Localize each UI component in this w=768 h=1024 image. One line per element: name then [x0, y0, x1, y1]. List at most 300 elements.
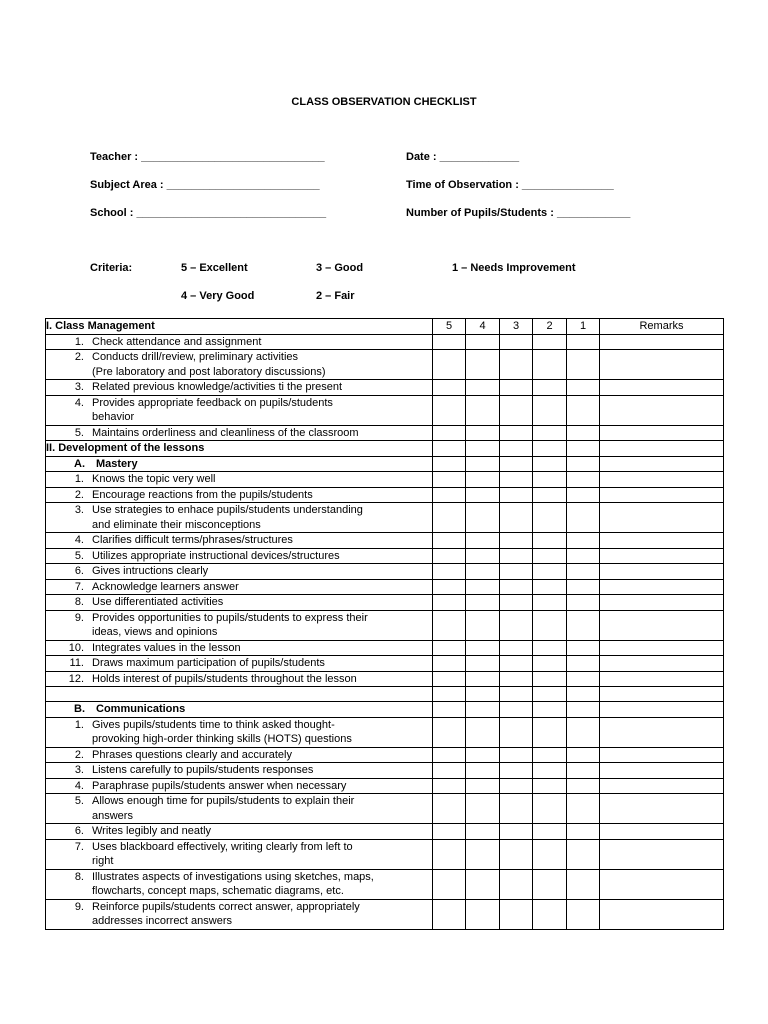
- score-2-cell[interactable]: [533, 425, 567, 441]
- criterion-cell: [46, 533, 433, 549]
- score-5-cell[interactable]: [433, 763, 466, 779]
- criterion-cell: [46, 610, 433, 640]
- score-2-cell[interactable]: [533, 839, 567, 869]
- score-3-cell[interactable]: [500, 472, 533, 488]
- section-row: [46, 441, 724, 457]
- score-1-cell[interactable]: [567, 778, 600, 794]
- item-text: [92, 748, 432, 763]
- score-5-cell[interactable]: [433, 747, 466, 763]
- score-3-cell[interactable]: [500, 610, 533, 640]
- item-text: [92, 503, 432, 532]
- score-2-cell[interactable]: [533, 441, 567, 457]
- item-text-line: right: [92, 855, 114, 867]
- score-5-cell[interactable]: [433, 395, 466, 425]
- criterion-cell: [46, 687, 433, 702]
- score-1-cell[interactable]: [567, 717, 600, 747]
- section-class-management: I. Class Management: [46, 319, 433, 335]
- score-5-cell[interactable]: [433, 441, 466, 457]
- item-text: [92, 533, 432, 548]
- item-text: [92, 549, 432, 564]
- remarks-cell[interactable]: [600, 441, 724, 457]
- remarks-cell[interactable]: [600, 456, 724, 472]
- school-field[interactable]: School : _______________________________: [90, 207, 327, 219]
- score-5-cell[interactable]: [433, 610, 466, 640]
- score-2-cell[interactable]: [533, 595, 567, 611]
- score-2-cell[interactable]: [533, 656, 567, 672]
- score-3-cell[interactable]: [500, 334, 533, 350]
- table-row: [46, 380, 724, 396]
- score-1-cell[interactable]: [567, 687, 600, 702]
- score-3-cell[interactable]: [500, 869, 533, 899]
- score-3-cell[interactable]: [500, 778, 533, 794]
- score-4-cell[interactable]: [466, 899, 500, 929]
- item-number: 9.: [74, 900, 84, 913]
- score-2-cell[interactable]: [533, 687, 567, 702]
- item-number: A.: [74, 457, 85, 470]
- score-1-cell[interactable]: [567, 656, 600, 672]
- score-1-cell[interactable]: [567, 564, 600, 580]
- score-1-cell[interactable]: [567, 839, 600, 869]
- item-text: [92, 350, 432, 379]
- score-2-cell[interactable]: [533, 869, 567, 899]
- item-text-line: Allows enough time for pupils/students to explain their: [92, 795, 355, 807]
- item-text-line: Communications: [96, 703, 186, 715]
- score-3-cell[interactable]: [500, 640, 533, 656]
- remarks-cell[interactable]: [600, 839, 724, 869]
- score-3-cell[interactable]: [500, 487, 533, 503]
- remarks-cell[interactable]: [600, 548, 724, 564]
- score-3-cell[interactable]: [500, 763, 533, 779]
- table-row: [46, 656, 724, 672]
- score-3-cell[interactable]: [500, 380, 533, 396]
- score-4-cell[interactable]: [466, 702, 500, 718]
- remarks-cell[interactable]: [600, 425, 724, 441]
- teacher-field[interactable]: Teacher : ______________________________: [90, 151, 325, 163]
- remarks-cell[interactable]: [600, 687, 724, 702]
- score-5-cell[interactable]: [433, 656, 466, 672]
- item-text-line: Gives intructions clearly: [92, 565, 209, 577]
- score-5-cell[interactable]: [433, 472, 466, 488]
- remarks-header: Remarks: [600, 319, 724, 335]
- score-2-cell[interactable]: [533, 794, 567, 824]
- score-2-cell[interactable]: [533, 564, 567, 580]
- item-number: 3.: [74, 764, 84, 776]
- table-row: [46, 717, 724, 747]
- score-4-cell[interactable]: [466, 717, 500, 747]
- table-row: [46, 472, 724, 488]
- table-row: [46, 395, 724, 425]
- item-text-line: Listens carefully to pupils/students responses: [92, 764, 314, 776]
- score-3-cell[interactable]: [500, 595, 533, 611]
- score-2-cell[interactable]: [533, 456, 567, 472]
- score-2-cell[interactable]: [533, 533, 567, 549]
- item-number: 5.: [74, 549, 84, 562]
- item-text: [92, 779, 432, 794]
- item-number: 10.: [68, 641, 84, 654]
- score-5-cell[interactable]: [433, 548, 466, 564]
- remarks-cell[interactable]: [600, 395, 724, 425]
- item-text: [92, 900, 432, 929]
- score-2-cell[interactable]: [533, 334, 567, 350]
- score-4-cell[interactable]: [466, 503, 500, 533]
- score-1-cell[interactable]: [567, 824, 600, 840]
- score-5-cell[interactable]: [433, 899, 466, 929]
- criterion-cell: [46, 380, 433, 396]
- item-text-line: Integrates values in the lesson: [92, 641, 241, 654]
- time-of-observation-field[interactable]: Time of Observation : _______________: [406, 179, 614, 191]
- score-2-cell[interactable]: [533, 899, 567, 929]
- item-text: [92, 840, 432, 869]
- subsection-row: [46, 702, 724, 718]
- score-2-cell[interactable]: [533, 472, 567, 488]
- remarks-cell[interactable]: [600, 702, 724, 718]
- item-text-line: Related previous knowledge/activities ti the present: [92, 381, 343, 393]
- criteria-good: 3 – Good: [316, 262, 364, 274]
- criterion-cell: [46, 794, 433, 824]
- score-3-cell[interactable]: [500, 824, 533, 840]
- score-4-cell[interactable]: [466, 487, 500, 503]
- item-text-line: Reinforce pupils/students correct answer, appropriately: [92, 900, 360, 913]
- score-2-cell[interactable]: [533, 350, 567, 380]
- score-4-cell[interactable]: [466, 610, 500, 640]
- score-4-cell[interactable]: [466, 671, 500, 687]
- score-3-cell[interactable]: [500, 747, 533, 763]
- score-4-cell[interactable]: [466, 747, 500, 763]
- item-number: 1.: [74, 473, 84, 485]
- score-4-cell[interactable]: [466, 425, 500, 441]
- score-5-cell[interactable]: [433, 717, 466, 747]
- table-row: [46, 595, 724, 611]
- score-3-cell[interactable]: [500, 533, 533, 549]
- item-text: [92, 763, 432, 778]
- score-4-cell[interactable]: [466, 441, 500, 457]
- criterion-cell: [46, 441, 433, 457]
- table-row: [46, 425, 724, 441]
- remarks-cell[interactable]: [600, 717, 724, 747]
- score-4-cell[interactable]: [466, 824, 500, 840]
- remarks-cell[interactable]: [600, 350, 724, 380]
- score-2-cell[interactable]: [533, 579, 567, 595]
- page-title: CLASS OBSERVATION CHECKLIST: [291, 96, 477, 108]
- score-1-cell[interactable]: [567, 794, 600, 824]
- score-5-cell[interactable]: [433, 503, 466, 533]
- item-text-line: Phrases questions clearly and accurately: [92, 748, 292, 761]
- item-text-line: Knows the topic very well: [92, 473, 216, 485]
- score-3-cell[interactable]: [500, 687, 533, 702]
- remarks-cell[interactable]: [600, 487, 724, 503]
- item-number: 9.: [74, 611, 84, 624]
- checklist-table: [45, 318, 724, 930]
- item-text-line: (Pre laboratory and post laboratory discussions): [92, 365, 326, 378]
- score-5-cell[interactable]: [433, 564, 466, 580]
- criterion-cell: [46, 350, 433, 380]
- item-number: 6.: [74, 565, 84, 577]
- score-1-cell[interactable]: [567, 747, 600, 763]
- score-5-cell[interactable]: [433, 350, 466, 380]
- score-4-cell[interactable]: [466, 839, 500, 869]
- score-1-cell[interactable]: [567, 595, 600, 611]
- score-1-cell[interactable]: [567, 763, 600, 779]
- item-number: 2.: [74, 748, 84, 761]
- score-3-cell[interactable]: [500, 899, 533, 929]
- score-5-cell[interactable]: [433, 671, 466, 687]
- score-1-cell[interactable]: [567, 425, 600, 441]
- score-3-cell[interactable]: [500, 425, 533, 441]
- remarks-cell[interactable]: [600, 869, 724, 899]
- criterion-cell: [46, 640, 433, 656]
- score-4-cell[interactable]: [466, 763, 500, 779]
- criterion-cell: [46, 778, 433, 794]
- remarks-cell[interactable]: [600, 380, 724, 396]
- score-1-cell[interactable]: [567, 487, 600, 503]
- item-text: [92, 595, 432, 610]
- score-5-header: 5: [433, 319, 466, 335]
- score-5-cell[interactable]: [433, 487, 466, 503]
- item-text-line: provoking high-order thinking skills (HOTS) questions: [92, 733, 352, 745]
- score-3-cell[interactable]: [500, 456, 533, 472]
- item-text: [92, 472, 432, 487]
- score-1-cell[interactable]: [567, 702, 600, 718]
- score-2-cell[interactable]: [533, 671, 567, 687]
- item-text: [92, 718, 432, 747]
- table-row: [46, 839, 724, 869]
- score-2-cell[interactable]: [533, 395, 567, 425]
- table-row: [46, 350, 724, 380]
- item-number: 7.: [74, 840, 84, 853]
- remarks-cell[interactable]: [600, 564, 724, 580]
- criterion-cell: [46, 763, 433, 779]
- score-3-cell[interactable]: [500, 503, 533, 533]
- score-4-cell[interactable]: [466, 548, 500, 564]
- score-2-cell[interactable]: [533, 702, 567, 718]
- score-5-cell[interactable]: [433, 702, 466, 718]
- item-text-line: Mastery: [96, 457, 138, 470]
- remarks-cell[interactable]: [600, 640, 724, 656]
- score-4-cell[interactable]: [466, 456, 500, 472]
- criterion-cell: [46, 595, 433, 611]
- date-field[interactable]: Date : _____________: [406, 151, 520, 163]
- score-2-cell[interactable]: [533, 778, 567, 794]
- item-text-line: Writes legibly and neatly: [92, 825, 212, 837]
- remarks-cell[interactable]: [600, 899, 724, 929]
- score-2-cell[interactable]: [533, 380, 567, 396]
- criterion-cell: [46, 548, 433, 564]
- score-4-cell[interactable]: [466, 869, 500, 899]
- remarks-cell[interactable]: [600, 503, 724, 533]
- score-1-cell[interactable]: [567, 640, 600, 656]
- score-2-cell[interactable]: [533, 763, 567, 779]
- score-4-cell[interactable]: [466, 794, 500, 824]
- item-text-line: Provides appropriate feedback on pupils/students: [92, 396, 333, 409]
- score-1-cell[interactable]: [567, 533, 600, 549]
- item-text: [96, 457, 432, 472]
- score-2-cell[interactable]: [533, 640, 567, 656]
- table-row: [46, 334, 724, 350]
- criterion-cell: [46, 334, 433, 350]
- item-text: [92, 564, 432, 579]
- item-text: [92, 335, 432, 350]
- score-4-cell[interactable]: [466, 778, 500, 794]
- score-1-cell[interactable]: [567, 548, 600, 564]
- criterion-cell: [46, 456, 433, 472]
- score-5-cell[interactable]: [433, 579, 466, 595]
- criteria-needs-improvement: 1 – Needs Improvement: [452, 262, 576, 274]
- remarks-cell[interactable]: [600, 334, 724, 350]
- remarks-cell[interactable]: [600, 472, 724, 488]
- table-row: [46, 610, 724, 640]
- table-row: [46, 687, 724, 702]
- score-1-cell[interactable]: [567, 395, 600, 425]
- score-1-cell[interactable]: [567, 350, 600, 380]
- score-4-cell[interactable]: [466, 533, 500, 549]
- score-4-cell[interactable]: [466, 595, 500, 611]
- score-3-cell[interactable]: [500, 350, 533, 380]
- score-1-cell[interactable]: [567, 472, 600, 488]
- score-3-cell[interactable]: [500, 441, 533, 457]
- criterion-cell: [46, 472, 433, 488]
- score-1-cell[interactable]: [567, 334, 600, 350]
- score-1-cell[interactable]: [567, 869, 600, 899]
- item-number: 1.: [74, 335, 84, 348]
- score-2-cell[interactable]: [533, 487, 567, 503]
- remarks-cell[interactable]: [600, 579, 724, 595]
- score-4-cell[interactable]: [466, 472, 500, 488]
- score-5-cell[interactable]: [433, 380, 466, 396]
- item-number: 7.: [74, 580, 84, 593]
- item-number: 1.: [74, 718, 84, 731]
- item-text-line: Check attendance and assignment: [92, 335, 262, 348]
- item-text-line: Clarifies difficult terms/phrases/structures: [92, 534, 293, 546]
- score-1-cell[interactable]: [567, 441, 600, 457]
- item-text-line: Utilizes appropriate instructional devices/structures: [92, 549, 340, 562]
- score-3-cell[interactable]: [500, 395, 533, 425]
- score-5-cell[interactable]: [433, 456, 466, 472]
- item-number: 5.: [74, 795, 84, 807]
- remarks-cell[interactable]: [600, 778, 724, 794]
- remarks-cell[interactable]: [600, 671, 724, 687]
- number-of-pupils-field[interactable]: Number of Pupils/Students : ____________: [406, 207, 631, 219]
- score-3-cell[interactable]: [500, 794, 533, 824]
- score-3-cell[interactable]: [500, 656, 533, 672]
- score-4-cell[interactable]: [466, 380, 500, 396]
- score-5-cell[interactable]: [433, 425, 466, 441]
- score-3-cell[interactable]: [500, 717, 533, 747]
- subject-area-field[interactable]: Subject Area : _________________________: [90, 179, 320, 191]
- table-row: [46, 869, 724, 899]
- score-4-cell[interactable]: [466, 395, 500, 425]
- remarks-cell[interactable]: [600, 794, 724, 824]
- score-3-cell[interactable]: [500, 671, 533, 687]
- remarks-cell[interactable]: [600, 747, 724, 763]
- score-1-cell[interactable]: [567, 671, 600, 687]
- score-3-cell[interactable]: [500, 564, 533, 580]
- score-3-cell[interactable]: [500, 839, 533, 869]
- score-5-cell[interactable]: [433, 824, 466, 840]
- table-row: [46, 747, 724, 763]
- score-1-cell[interactable]: [567, 899, 600, 929]
- criterion-cell: [46, 869, 433, 899]
- score-5-cell[interactable]: [433, 869, 466, 899]
- item-text: [92, 641, 432, 656]
- remarks-cell[interactable]: [600, 763, 724, 779]
- item-number: 4.: [74, 779, 84, 792]
- subsection-row: [46, 456, 724, 472]
- score-4-cell[interactable]: [466, 334, 500, 350]
- item-text: [92, 396, 432, 425]
- item-number: 3.: [74, 381, 84, 393]
- remarks-cell[interactable]: [600, 595, 724, 611]
- score-2-cell[interactable]: [533, 747, 567, 763]
- item-text: [92, 656, 432, 671]
- score-4-cell[interactable]: [466, 687, 500, 702]
- table-row: [46, 794, 724, 824]
- score-5-cell[interactable]: [433, 640, 466, 656]
- score-4-cell[interactable]: [466, 579, 500, 595]
- criterion-cell: [46, 717, 433, 747]
- score-4-cell[interactable]: [466, 350, 500, 380]
- score-1-cell[interactable]: [567, 579, 600, 595]
- item-text: [92, 824, 432, 839]
- item-text: [96, 702, 432, 717]
- score-5-cell[interactable]: [433, 839, 466, 869]
- score-1-cell[interactable]: [567, 503, 600, 533]
- item-text: [92, 580, 432, 595]
- score-1-cell[interactable]: [567, 456, 600, 472]
- score-5-cell[interactable]: [433, 595, 466, 611]
- score-1-cell[interactable]: [567, 610, 600, 640]
- item-text-line: answers: [92, 809, 133, 822]
- item-number: 4.: [74, 534, 84, 546]
- score-5-cell[interactable]: [433, 687, 466, 702]
- item-text-line: Paraphrase pupils/students answer when necessary: [92, 779, 347, 792]
- score-5-cell[interactable]: [433, 533, 466, 549]
- score-5-cell[interactable]: [433, 334, 466, 350]
- score-5-cell[interactable]: [433, 778, 466, 794]
- criterion-cell: [46, 747, 433, 763]
- score-2-cell[interactable]: [533, 548, 567, 564]
- table-header-row: [46, 319, 724, 335]
- item-text-line: Conducts drill/review, preliminary activities: [92, 351, 299, 363]
- score-1-cell[interactable]: [567, 380, 600, 396]
- score-5-cell[interactable]: [433, 794, 466, 824]
- item-text: [92, 672, 432, 687]
- remarks-cell[interactable]: [600, 824, 724, 840]
- table-row: [46, 533, 724, 549]
- score-2-cell[interactable]: [533, 503, 567, 533]
- criterion-cell: [46, 899, 433, 929]
- score-4-cell[interactable]: [466, 640, 500, 656]
- table-row: [46, 778, 724, 794]
- score-3-cell[interactable]: [500, 579, 533, 595]
- score-3-cell[interactable]: [500, 702, 533, 718]
- table-row: [46, 487, 724, 503]
- remarks-cell[interactable]: [600, 656, 724, 672]
- criterion-cell: [46, 487, 433, 503]
- score-2-cell[interactable]: [533, 610, 567, 640]
- score-4-cell[interactable]: [466, 656, 500, 672]
- item-text-line: and eliminate their misconceptions: [92, 518, 261, 531]
- score-2-header: 2: [533, 319, 567, 335]
- item-number: 6.: [74, 825, 84, 837]
- score-3-cell[interactable]: [500, 548, 533, 564]
- remarks-cell[interactable]: [600, 533, 724, 549]
- score-4-cell[interactable]: [466, 564, 500, 580]
- remarks-cell[interactable]: [600, 610, 724, 640]
- score-2-cell[interactable]: [533, 717, 567, 747]
- score-2-cell[interactable]: [533, 824, 567, 840]
- table-row: [46, 824, 724, 840]
- item-text: [92, 488, 432, 503]
